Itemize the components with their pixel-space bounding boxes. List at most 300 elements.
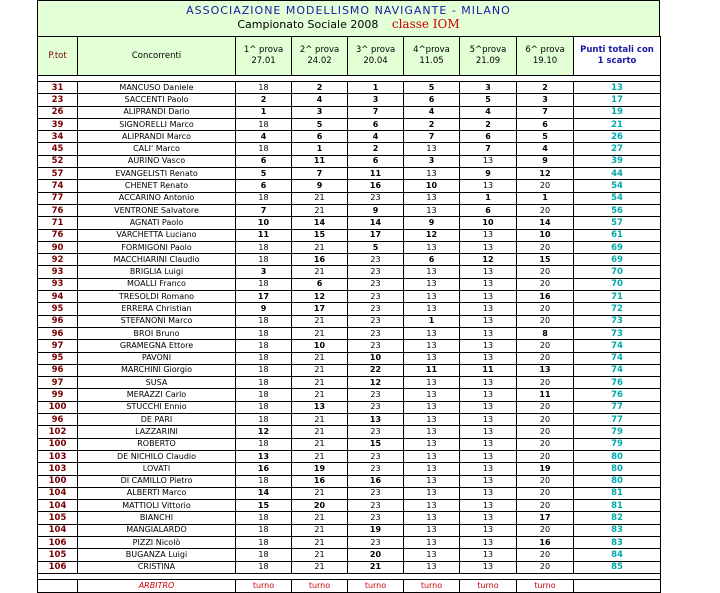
competitor-name: GRAMEGNA Ettore bbox=[78, 340, 236, 352]
total-points: 84 bbox=[574, 549, 661, 561]
ptot-cell: 97 bbox=[38, 340, 78, 352]
race-6-score: 16 bbox=[517, 291, 574, 303]
ptot-cell: 90 bbox=[38, 241, 78, 253]
total-points: 77 bbox=[574, 414, 661, 426]
race-4-score: 13 bbox=[404, 487, 460, 499]
referee-blank bbox=[574, 579, 661, 592]
table-row bbox=[38, 414, 661, 426]
competitor-name: ALBERTI Marco bbox=[78, 487, 236, 499]
race-2-score: 21 bbox=[292, 192, 348, 204]
ptot-cell: 103 bbox=[38, 463, 78, 475]
standings-table bbox=[37, 36, 661, 593]
total-points: 21 bbox=[574, 118, 661, 130]
competitor-name: ACCARINO Antonio bbox=[78, 192, 236, 204]
total-points: 80 bbox=[574, 450, 661, 462]
race-4-score: 13 bbox=[404, 450, 460, 462]
race-5-score: 4 bbox=[460, 106, 517, 118]
race-5-score: 7 bbox=[460, 143, 517, 155]
race-1-score: 11 bbox=[236, 229, 292, 241]
race-3-score: 9 bbox=[348, 204, 404, 216]
total-points: 73 bbox=[574, 315, 661, 327]
race-3-score: 3 bbox=[348, 94, 404, 106]
race-5-score: 13 bbox=[460, 500, 517, 512]
ptot-cell: 95 bbox=[38, 303, 78, 315]
referee-turn: turno bbox=[460, 579, 517, 592]
race-2-score: 6 bbox=[292, 131, 348, 143]
race-3-score: 7 bbox=[348, 106, 404, 118]
race-3-score: 23 bbox=[348, 463, 404, 475]
competitor-name: CHENET Renato bbox=[78, 180, 236, 192]
ptot-cell: 52 bbox=[38, 155, 78, 167]
competitor-name: VARCHETTA Luciano bbox=[78, 229, 236, 241]
col-header-competitors: Concorrenti bbox=[78, 37, 236, 76]
race-4-score: 13 bbox=[404, 426, 460, 438]
competitor-name: MARCHINI Giorgio bbox=[78, 364, 236, 376]
ptot-cell: 104 bbox=[38, 524, 78, 536]
race-4-score: 13 bbox=[404, 303, 460, 315]
race-5-score: 13 bbox=[460, 327, 517, 339]
table-row bbox=[38, 303, 661, 315]
total-points: 74 bbox=[574, 340, 661, 352]
race-4-score: 13 bbox=[404, 291, 460, 303]
race-6-score: 13 bbox=[517, 364, 574, 376]
race-1-score: 4 bbox=[236, 131, 292, 143]
total-points: 57 bbox=[574, 217, 661, 229]
competitor-name: BRIGLIA Luigi bbox=[78, 266, 236, 278]
race-2-score: 21 bbox=[292, 266, 348, 278]
race-1-score: 13 bbox=[236, 450, 292, 462]
competitor-name: CALI' Marco bbox=[78, 143, 236, 155]
ptot-cell: 97 bbox=[38, 377, 78, 389]
race-3-score: 10 bbox=[348, 352, 404, 364]
competitor-name: BUGANZA Luigi bbox=[78, 549, 236, 561]
race-3-score: 13 bbox=[348, 414, 404, 426]
ptot-cell: 93 bbox=[38, 278, 78, 290]
sheet-header bbox=[37, 0, 660, 36]
race-3-score: 23 bbox=[348, 512, 404, 524]
competitor-name: STEFANONI Marco bbox=[78, 315, 236, 327]
race-5-score: 13 bbox=[460, 549, 517, 561]
race-5-score: 13 bbox=[460, 241, 517, 253]
race-2-score: 1 bbox=[292, 143, 348, 155]
race-6-score: 20 bbox=[517, 549, 574, 561]
table-row bbox=[38, 450, 661, 462]
race-2-score: 20 bbox=[292, 500, 348, 512]
race-3-score: 23 bbox=[348, 291, 404, 303]
race-6-score: 20 bbox=[517, 561, 574, 573]
race-1-score: 18 bbox=[236, 414, 292, 426]
table-row bbox=[38, 487, 661, 499]
race-5-score: 6 bbox=[460, 204, 517, 216]
ptot-cell: 77 bbox=[38, 192, 78, 204]
ptot-cell: 99 bbox=[38, 389, 78, 401]
header-row bbox=[38, 37, 661, 76]
race-6-score: 20 bbox=[517, 475, 574, 487]
race-4-score: 6 bbox=[404, 94, 460, 106]
table-row bbox=[38, 291, 661, 303]
col-header-ptot: P.tot bbox=[38, 37, 78, 76]
referee-row bbox=[38, 579, 661, 592]
table-row bbox=[38, 192, 661, 204]
ptot-cell: 95 bbox=[38, 352, 78, 364]
race-4-score: 7 bbox=[404, 131, 460, 143]
ptot-cell: 104 bbox=[38, 487, 78, 499]
race-6-score: 20 bbox=[517, 315, 574, 327]
table-row bbox=[38, 389, 661, 401]
race-2-score: 21 bbox=[292, 561, 348, 573]
race-5-score: 13 bbox=[460, 536, 517, 548]
race-3-score: 23 bbox=[348, 254, 404, 266]
race-3-score: 23 bbox=[348, 266, 404, 278]
total-points: 79 bbox=[574, 426, 661, 438]
table-row bbox=[38, 364, 661, 376]
ptot-cell: 94 bbox=[38, 291, 78, 303]
race-5-score: 13 bbox=[460, 155, 517, 167]
race-2-score: 16 bbox=[292, 254, 348, 266]
race-1-score: 18 bbox=[236, 401, 292, 413]
referee-turn: turno bbox=[236, 579, 292, 592]
race-2-score: 13 bbox=[292, 401, 348, 413]
championship-name: Campionato Sociale 2008 bbox=[237, 18, 379, 31]
ptot-cell: 45 bbox=[38, 143, 78, 155]
race-1-score: 18 bbox=[236, 512, 292, 524]
race-1-score: 7 bbox=[236, 204, 292, 216]
competitor-name: SIGNORELLI Marco bbox=[78, 118, 236, 130]
total-points: 70 bbox=[574, 266, 661, 278]
race-4-score: 13 bbox=[404, 438, 460, 450]
race-6-score: 20 bbox=[517, 487, 574, 499]
race-2-score: 21 bbox=[292, 241, 348, 253]
competitor-name: BROI Bruno bbox=[78, 327, 236, 339]
race-1-score: 1 bbox=[236, 106, 292, 118]
race-3-score: 19 bbox=[348, 524, 404, 536]
referee-blank bbox=[38, 579, 78, 592]
col-header-race-2: 2^ prova 24.02 bbox=[292, 37, 348, 76]
competitor-name: ERRERA Christian bbox=[78, 303, 236, 315]
race-4-score: 13 bbox=[404, 241, 460, 253]
table-row bbox=[38, 131, 661, 143]
race-2-score: 10 bbox=[292, 340, 348, 352]
championship-subtitle bbox=[38, 17, 659, 32]
race-1-score: 9 bbox=[236, 303, 292, 315]
race-6-score: 20 bbox=[517, 438, 574, 450]
race-5-score: 12 bbox=[460, 254, 517, 266]
race-5-score: 13 bbox=[460, 229, 517, 241]
race-5-score: 13 bbox=[460, 438, 517, 450]
race-5-score: 2 bbox=[460, 118, 517, 130]
total-points: 85 bbox=[574, 561, 661, 573]
race-6-score: 20 bbox=[517, 204, 574, 216]
race-1-score: 6 bbox=[236, 155, 292, 167]
association-title: ASSOCIAZIONE MODELLISMO NAVIGANTE - MILANO bbox=[186, 4, 511, 17]
race-6-score: 20 bbox=[517, 266, 574, 278]
table-row bbox=[38, 475, 661, 487]
table-row bbox=[38, 82, 661, 94]
total-points: 79 bbox=[574, 438, 661, 450]
race-6-score: 17 bbox=[517, 512, 574, 524]
race-4-score: 13 bbox=[404, 278, 460, 290]
competitor-name: STUCCHI Ennio bbox=[78, 401, 236, 413]
total-points: 44 bbox=[574, 168, 661, 180]
total-points: 13 bbox=[574, 82, 661, 94]
race-3-score: 23 bbox=[348, 303, 404, 315]
ptot-cell: 34 bbox=[38, 131, 78, 143]
competitor-name: TRESOLDI Romano bbox=[78, 291, 236, 303]
competitor-name: LOVATI bbox=[78, 463, 236, 475]
race-6-score: 2 bbox=[517, 82, 574, 94]
ptot-cell: 100 bbox=[38, 438, 78, 450]
competitor-name: PIZZI Nicolò bbox=[78, 536, 236, 548]
race-3-score: 6 bbox=[348, 155, 404, 167]
table-row bbox=[38, 204, 661, 216]
race-4-score: 13 bbox=[404, 524, 460, 536]
race-6-score: 1 bbox=[517, 192, 574, 204]
ptot-cell: 31 bbox=[38, 82, 78, 94]
race-6-score: 11 bbox=[517, 389, 574, 401]
race-1-score: 18 bbox=[236, 536, 292, 548]
race-2-score: 7 bbox=[292, 168, 348, 180]
race-3-score: 16 bbox=[348, 180, 404, 192]
ptot-cell: 96 bbox=[38, 327, 78, 339]
race-1-score: 18 bbox=[236, 475, 292, 487]
ptot-cell: 92 bbox=[38, 254, 78, 266]
race-1-score: 18 bbox=[236, 118, 292, 130]
race-2-score: 17 bbox=[292, 303, 348, 315]
col-header-race-1: 1^ prova 27.01 bbox=[236, 37, 292, 76]
race-1-score: 18 bbox=[236, 241, 292, 253]
table-row bbox=[38, 266, 661, 278]
race-3-score: 15 bbox=[348, 438, 404, 450]
ptot-cell: 102 bbox=[38, 426, 78, 438]
table-row bbox=[38, 512, 661, 524]
race-2-score: 4 bbox=[292, 94, 348, 106]
competitor-name: ROBERTO bbox=[78, 438, 236, 450]
race-1-score: 18 bbox=[236, 524, 292, 536]
competitor-name: MOALLI Franco bbox=[78, 278, 236, 290]
race-1-score: 16 bbox=[236, 463, 292, 475]
ptot-cell: 76 bbox=[38, 229, 78, 241]
table-row bbox=[38, 143, 661, 155]
table-row bbox=[38, 118, 661, 130]
race-3-score: 12 bbox=[348, 377, 404, 389]
competitor-name: MERAZZI Carlo bbox=[78, 389, 236, 401]
race-1-score: 18 bbox=[236, 352, 292, 364]
total-points: 82 bbox=[574, 512, 661, 524]
race-5-score: 13 bbox=[460, 561, 517, 573]
race-6-score: 4 bbox=[517, 143, 574, 155]
race-3-score: 23 bbox=[348, 450, 404, 462]
race-5-score: 6 bbox=[460, 131, 517, 143]
standings-body bbox=[38, 82, 661, 574]
col-header-race-6: 6^ prova 19.10 bbox=[517, 37, 574, 76]
race-4-score: 13 bbox=[404, 463, 460, 475]
race-6-score: 20 bbox=[517, 377, 574, 389]
race-4-score: 6 bbox=[404, 254, 460, 266]
table-row bbox=[38, 254, 661, 266]
race-5-score: 13 bbox=[460, 401, 517, 413]
race-5-score: 13 bbox=[460, 487, 517, 499]
race-3-score: 22 bbox=[348, 364, 404, 376]
referee-label: ARBITRO bbox=[78, 579, 236, 592]
race-5-score: 13 bbox=[460, 315, 517, 327]
table-row bbox=[38, 217, 661, 229]
race-6-score: 20 bbox=[517, 278, 574, 290]
table-row bbox=[38, 340, 661, 352]
competitor-name: ALIPRANDI Marco bbox=[78, 131, 236, 143]
race-5-score: 13 bbox=[460, 291, 517, 303]
race-5-score: 13 bbox=[460, 180, 517, 192]
race-6-score: 7 bbox=[517, 106, 574, 118]
race-6-score: 20 bbox=[517, 426, 574, 438]
table-row bbox=[38, 315, 661, 327]
race-4-score: 13 bbox=[404, 327, 460, 339]
race-5-score: 13 bbox=[460, 512, 517, 524]
competitor-name: LAZZARINI bbox=[78, 426, 236, 438]
total-points: 80 bbox=[574, 475, 661, 487]
race-2-score: 21 bbox=[292, 450, 348, 462]
ptot-cell: 71 bbox=[38, 217, 78, 229]
race-3-score: 17 bbox=[348, 229, 404, 241]
race-4-score: 1 bbox=[404, 315, 460, 327]
race-3-score: 23 bbox=[348, 278, 404, 290]
table-row bbox=[38, 426, 661, 438]
table-row bbox=[38, 229, 661, 241]
ptot-cell: 96 bbox=[38, 364, 78, 376]
race-6-score: 20 bbox=[517, 401, 574, 413]
competitor-name: DE PARI bbox=[78, 414, 236, 426]
total-points: 72 bbox=[574, 303, 661, 315]
race-6-score: 20 bbox=[517, 414, 574, 426]
total-points: 56 bbox=[574, 204, 661, 216]
competitor-name: MANGIALARDO bbox=[78, 524, 236, 536]
col-header-race-3: 3^ prova 20.04 bbox=[348, 37, 404, 76]
table-row bbox=[38, 401, 661, 413]
ptot-cell: 105 bbox=[38, 549, 78, 561]
race-4-score: 4 bbox=[404, 106, 460, 118]
race-3-score: 23 bbox=[348, 426, 404, 438]
total-points: 80 bbox=[574, 463, 661, 475]
race-4-score: 9 bbox=[404, 217, 460, 229]
race-5-score: 9 bbox=[460, 168, 517, 180]
race-4-score: 13 bbox=[404, 475, 460, 487]
race-5-score: 1 bbox=[460, 192, 517, 204]
race-2-score: 21 bbox=[292, 364, 348, 376]
ptot-cell: 106 bbox=[38, 536, 78, 548]
race-6-score: 14 bbox=[517, 217, 574, 229]
race-6-score: 5 bbox=[517, 131, 574, 143]
race-1-score: 18 bbox=[236, 278, 292, 290]
race-2-score: 21 bbox=[292, 487, 348, 499]
race-3-score: 23 bbox=[348, 536, 404, 548]
referee-turn: turno bbox=[517, 579, 574, 592]
race-1-score: 18 bbox=[236, 340, 292, 352]
race-2-score: 2 bbox=[292, 82, 348, 94]
race-1-score: 12 bbox=[236, 426, 292, 438]
race-1-score: 5 bbox=[236, 168, 292, 180]
race-2-score: 16 bbox=[292, 475, 348, 487]
total-points: 83 bbox=[574, 536, 661, 548]
competitor-name: DI CAMILLO Pietro bbox=[78, 475, 236, 487]
race-2-score: 21 bbox=[292, 438, 348, 450]
race-6-score: 3 bbox=[517, 94, 574, 106]
race-6-score: 9 bbox=[517, 155, 574, 167]
race-2-score: 3 bbox=[292, 106, 348, 118]
race-2-score: 21 bbox=[292, 377, 348, 389]
race-5-score: 13 bbox=[460, 266, 517, 278]
race-5-score: 13 bbox=[460, 463, 517, 475]
race-5-score: 3 bbox=[460, 82, 517, 94]
race-4-score: 13 bbox=[404, 192, 460, 204]
race-6-score: 20 bbox=[517, 450, 574, 462]
table-row bbox=[38, 463, 661, 475]
referee-turn: turno bbox=[348, 579, 404, 592]
table-row bbox=[38, 94, 661, 106]
competitor-name: AGNATI Paolo bbox=[78, 217, 236, 229]
race-1-score: 18 bbox=[236, 438, 292, 450]
race-3-score: 2 bbox=[348, 143, 404, 155]
total-points: 54 bbox=[574, 180, 661, 192]
total-points: 77 bbox=[574, 401, 661, 413]
race-1-score: 10 bbox=[236, 217, 292, 229]
race-3-score: 6 bbox=[348, 118, 404, 130]
competitor-name: MANCUSO Daniele bbox=[78, 82, 236, 94]
total-points: 17 bbox=[574, 94, 661, 106]
total-points: 74 bbox=[574, 352, 661, 364]
race-6-score: 20 bbox=[517, 241, 574, 253]
referee-turn: turno bbox=[404, 579, 460, 592]
race-1-score: 6 bbox=[236, 180, 292, 192]
race-4-score: 13 bbox=[404, 204, 460, 216]
ptot-cell: 76 bbox=[38, 204, 78, 216]
table-row bbox=[38, 377, 661, 389]
race-6-score: 20 bbox=[517, 524, 574, 536]
race-1-score: 18 bbox=[236, 364, 292, 376]
competitor-name: CRISTINA bbox=[78, 561, 236, 573]
race-3-score: 23 bbox=[348, 401, 404, 413]
table-row bbox=[38, 278, 661, 290]
total-points: 76 bbox=[574, 377, 661, 389]
race-5-score: 13 bbox=[460, 352, 517, 364]
total-points: 83 bbox=[574, 524, 661, 536]
table-row bbox=[38, 536, 661, 548]
table-row bbox=[38, 524, 661, 536]
race-4-score: 13 bbox=[404, 352, 460, 364]
race-1-score: 18 bbox=[236, 315, 292, 327]
race-4-score: 13 bbox=[404, 512, 460, 524]
race-4-score: 2 bbox=[404, 118, 460, 130]
total-points: 39 bbox=[574, 155, 661, 167]
race-5-score: 13 bbox=[460, 524, 517, 536]
race-3-score: 16 bbox=[348, 475, 404, 487]
total-points: 74 bbox=[574, 364, 661, 376]
race-2-score: 21 bbox=[292, 352, 348, 364]
competitor-name: DE NICHILO Claudio bbox=[78, 450, 236, 462]
table-row bbox=[38, 352, 661, 364]
race-5-score: 13 bbox=[460, 340, 517, 352]
race-2-score: 14 bbox=[292, 217, 348, 229]
competitor-name: MATTIOLI Vittorio bbox=[78, 500, 236, 512]
table-row bbox=[38, 180, 661, 192]
race-3-score: 23 bbox=[348, 315, 404, 327]
competitor-name: SUSA bbox=[78, 377, 236, 389]
total-points: 69 bbox=[574, 254, 661, 266]
race-4-score: 13 bbox=[404, 500, 460, 512]
ptot-cell: 100 bbox=[38, 401, 78, 413]
race-6-score: 20 bbox=[517, 180, 574, 192]
total-points: 54 bbox=[574, 192, 661, 204]
table-row bbox=[38, 241, 661, 253]
col-header-total: Punti totali con 1 scarto bbox=[574, 37, 661, 76]
